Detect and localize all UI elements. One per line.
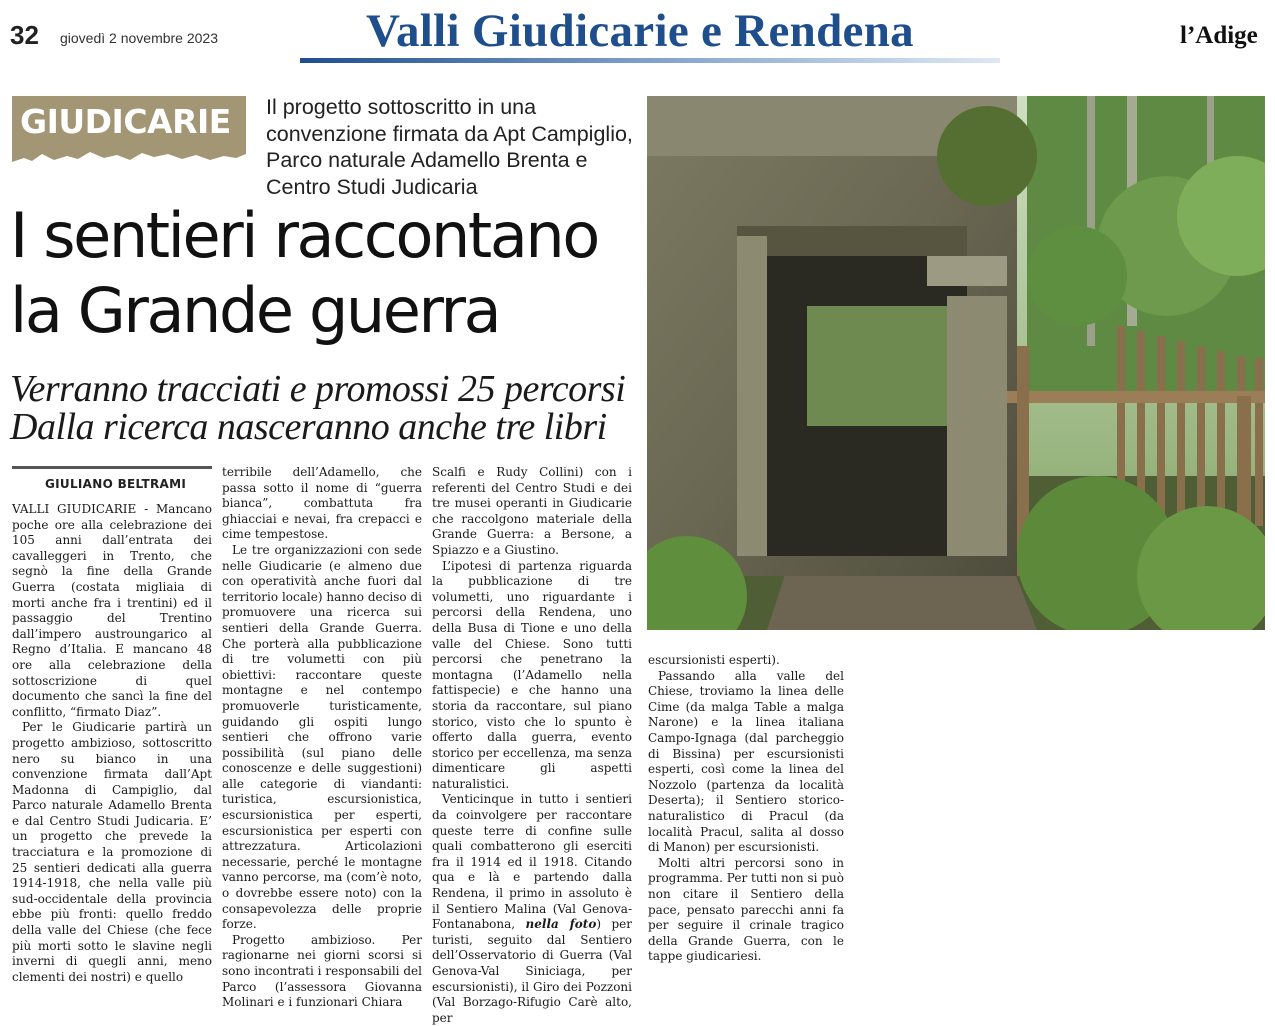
- paragraph: L’ipotesi di partenza riguarda la pubblicazione di tre volumetti, uno riguardante i percorsi della Rendena, uno della Busa di Tione e uno della valle del Chiese. Sono tutti percorsi che penetrano la montagna (l’Adamello nella fattispecie) e che hanno una storia da raccontare, sul piano storico, visto che lo spunto è offerto dalla guerra, evento storico per eccellenza, ma senza dimenticare gli aspetti naturalistici.: [432, 558, 632, 791]
- newspaper-logo: l’Adige: [1180, 22, 1258, 49]
- paragraph-text: Venticinque in tutto i sentieri da coinvolgere per raccontare queste terre di confine sulle quali combatterono gli eserciti fra il 1914 ed il 1918. Citando qua e là e partendo dalla Rendena, il primo in assoluto è il Sentiero Malina (Val Genova-Fontanabona,: [432, 792, 632, 932]
- article-column-1: [12, 502, 212, 985]
- headline-line-1: I sentieri raccontano: [10, 199, 598, 272]
- headline-line-2: la Grande guerra: [10, 274, 500, 347]
- article-column-2: [222, 465, 422, 1011]
- paragraph: VALLI GIUDICARIE - Mancano poche ore alla celebrazione dei 105 anni dall’entrata dei cavalleggeri in Trento, che segnò la fine della Grande Guerra (costata migliaia di morti anche fra i trentini) ed il passaggio del Trentino dall’impero austroungarico al Regno d’Italia. E mancano 48 ore alla celebrazione della sottoscrizione di quel documento che sancì la fine del conflitto, “firmato Diaz”.: [12, 502, 212, 719]
- paragraph: Progetto ambizioso. Per ragionarne nei giorni scorsi si sono incontrati i responsabili del Parco (l’assessora Giovanna Molinari e i funzionari Chiara: [222, 932, 422, 1010]
- headline: [10, 198, 640, 348]
- article-column-4: [648, 653, 844, 965]
- bunker-photo-illustration: [647, 96, 1265, 630]
- deck-line-1: Verranno tracciati e promossi 25 percorsi: [10, 368, 626, 410]
- article-photo: [647, 96, 1265, 630]
- paragraph: terribile dell’Adamello, che passa sotto il nome di “guerra bianca”, combattuta fra ghiacciai e nevai, fra crepacci e cime tempestose.: [222, 465, 422, 542]
- paragraph: [432, 792, 632, 1026]
- paragraph: Scalfi e Rudy Collini) con i referenti del Centro Studi e dei tre musei operanti in Giudicarie che raccolgono materiale della Grande Guerra: a Bersone, a Spiazzo e a Giustino.: [432, 465, 632, 557]
- paragraph: Passando alla valle del Chiese, troviamo la linea delle Cime (da malga Table a malga Narone) e la linea italiana Campo-Ignaga (dal parcheggio di Bissina) per escursionisti esperti, così come la linea del Nozzolo (partenza da località Deserta); il Sentiero storico-naturalistico di Pracul (da località Pracul, salita al dosso di Manon) per escursionisti.: [648, 668, 844, 855]
- section-title: Valli Giudicarie e Rendena: [366, 5, 914, 57]
- paragraph-text: ) per turisti, seguito dal Sentiero dell’Osservatorio di Guerra (Val Genova-Val Siniciaga, per escursionisti), il Giro dei Pozzoni (Val Borzago-Rifugio Carè alto, per: [432, 917, 632, 1025]
- author-rule: [12, 466, 212, 469]
- page-number: 32: [10, 20, 39, 50]
- paragraph: escursionisti esperti).: [648, 653, 780, 667]
- author-byline: GIULIANO BELTRAMI: [45, 477, 187, 491]
- issue-date: giovedì 2 novembre 2023: [60, 30, 218, 46]
- deck-line-2: Dalla ricerca nasceranno anche tre libri: [10, 406, 607, 448]
- article-column-3: [432, 465, 632, 1026]
- deck: [10, 370, 640, 446]
- paragraph: Per le Giudicarie partirà un progetto ambizioso, sottoscritto nero su bianco in una convenzione firmata dall’Apt Madonna di Campiglio, dal Parco naturale Adamello Brenta e dal Centro Studi Judicaria. E’ un progetto che prevede la tracciatura e la promozione di 25 sentieri dedicati alla guerra 1914-1918, che nella valle più sud-occidentale della provincia ebbe più fronti: quello freddo della valle del Chiese (che fece più morti sotto le slavine negli inverni di quegli anni, meno clementi dei nostri) e quello: [12, 720, 212, 984]
- photo-reference: nella foto: [525, 917, 597, 932]
- paragraph: Le tre organizzazioni con sede nelle Giudicarie (e almeno due con operatività anche fuori dal territorio locale) hanno deciso di promuovere una ricerca sui sentieri della Grande Guerra. Che porterà alla pubblicazione di tre volumetti con più obiettivi: raccontare queste montagne e nel contempo promuoverle turisticamente, guidando gli ospiti lungo sentieri che offrono varie possibilità (sul piano delle conoscenze e delle suggestioni) alle categorie di viandanti: turistica, escursionistica, escursionistica per esperti, escursionistica per esperti con attrezzatura. Articolazioni necessarie, perché le montagne vanno percorse, ma (com’è noto, o dovrebbe essere noto) con la consapevolezza delle proprie forze.: [222, 542, 422, 932]
- paragraph: Molti altri percorsi sono in programma. Per tutti non si può non citare il Sentiero della pace, pensato parecchi anni fa per seguire il crinale tragico della Grande Guerra, con le tappe giudicariesi.: [648, 855, 844, 964]
- mountain-silhouette-icon: [12, 148, 246, 174]
- section-rule: [300, 58, 1000, 63]
- subheadline: Il progetto sottoscritto in una convenzione firmata da Apt Campiglio, Parco naturale Adamello Brenta e Centro Studi Judicaria: [266, 95, 633, 199]
- kicker-label: GIUDICARIE: [20, 102, 231, 141]
